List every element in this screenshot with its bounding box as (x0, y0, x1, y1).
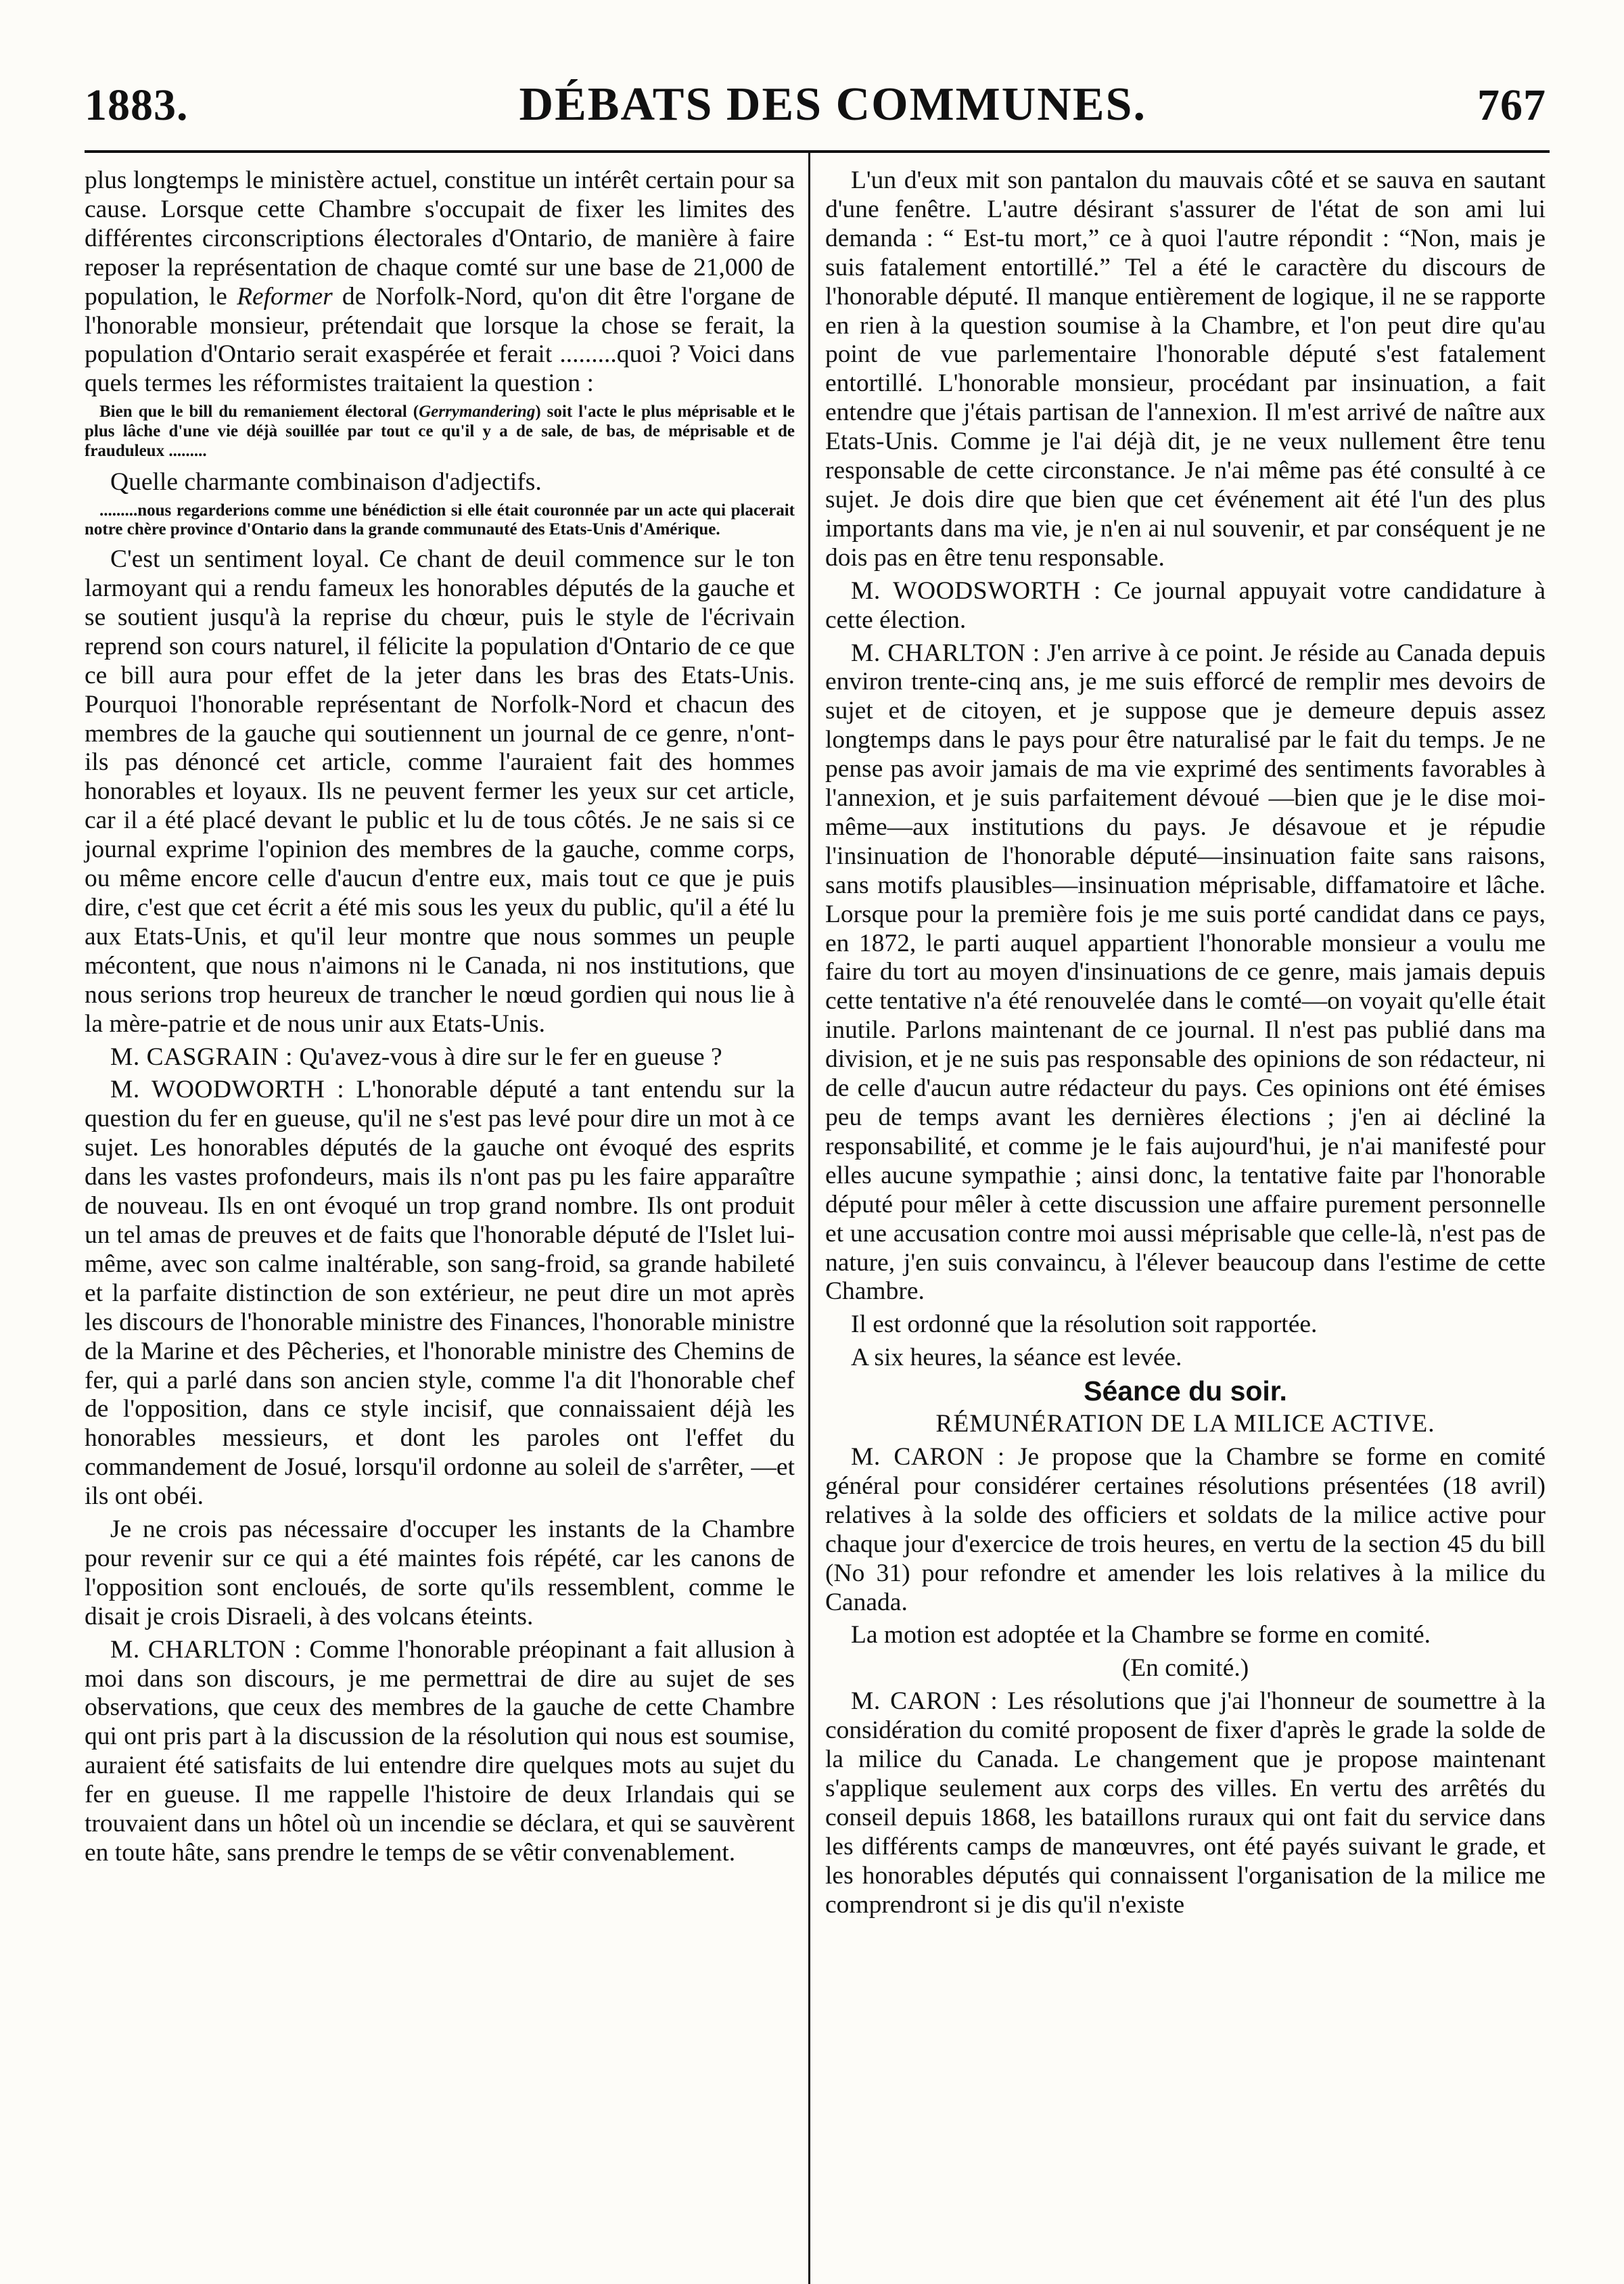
italic-term: Reformer (237, 282, 333, 311)
committee-note: (En comité.) (1121, 1654, 1249, 1683)
paragraph: Je ne crois pas nécessaire d'occuper les instants de la Chambre pour revenir sur ce qui a été maintes fois répété, car les canons de l'opposition sont encloués, de sorte qu'ils ressemblent, comme le disait je crois Disraeli, à des volcans éteints. (85, 1515, 795, 1630)
speech-paragraph: M. CARON : Les résolutions que j'ai l'honneur de soumettre à la considération du comité proposent de fixer d'après le grade la solde de la milice du Canada. Le changement que je propose maintenant s'applique seulement aux corps des villes. En vertu des arrêtés du conseil depuis 1868, les bataillons ruraux qui ont fait du service dans les différents camps de manœuvres, ont été payés suivant le grade, et les honorables députés qui connaissent l'organisation de la milice me comprendront si je dis qu'il n'existe (825, 1687, 1546, 1919)
paragraph: plus longtemps le ministère actuel, constitue un intérêt certain pour sa cause. Lorsque cette Chambre s'occupait de fixer les limites des différentes circonscriptions électorales d'Ontario, de manière à faire reposer la représentation de chaque comté sur une base de 21,000 de population, le Reformer de Norfolk-Nord, qu'on dit être l'organe de l'honorable monsieur, prétendait que lorsque la chose se ferait, la population d'Ontario serait exaspérée et ferait .........quoi ? Voici dans quels termes les réformistes traitaient la question : (85, 166, 795, 398)
speech-paragraph: M. WOODSWORTH : Ce journal appuyait votre candidature à cette élection. (825, 576, 1546, 634)
quotation: Bien que le bill du remaniement électoral (Gerrymandering) soit l'acte le plus méprisable et le plus lâche d'une vie déjà souillée par tout ce qu'il y a de sale, de bas, de méprisable et de frauduleux ......... (85, 403, 795, 460)
section-subheading: RÉMUNÉRATION DE LA MILICE ACTIVE. (935, 1410, 1435, 1438)
speech-paragraph: M. WOODWORTH : L'honorable député a tant entendu sur la question du fer en gueuse, qu'il ne s'est pas levé pour dire un mot à ce sujet. Les honorables députés de la gauche ont évoqué des esprits dans les vastes profondeurs, mais ils n'ont pas pu les faire apparaître de nouveau. Ils en ont évoqué un trop grand nombre. Ils ont produit un tel amas de preuves et de faits que l'honorable député de l'Islet lui-même, avec son calme inaltérable, son sang-froid, sa grande habileté et la parfaite distinction de son extérieur, ne peut dire un mot après les discours de l'honorable ministre des Finances, l'honorable ministre de la Marine et des Pêcheries, et l'honorable ministre des Chemins de fer, qui a parlé dans son ancien style, comme l'a dit l'honorable chef de l'opposition, dans ce style incisif, que connaissaient déjà les honorables messieurs, et dont les paroles ont l'effet du commandement de Josué, lorsqu'il ordonne au soleil de s'arrêter, —et ils ont obéi. (85, 1076, 795, 1511)
left-column (85, 166, 795, 1872)
paragraph: C'est un sentiment loyal. Ce chant de deuil commence sur le ton larmoyant qui a rendu fameux les honorables députés de la gauche et se soutient jusqu'à la reprise du chœur, puis le style de l'écrivain reprend son cours naturel, il félicite la population d'Ontario de ce que ce bill aura pour effet de la jeter dans les bras des Etats-Unis. Pourquoi l'honorable représentant de Norfolk-Nord et chacun des membres de la gauche qui soutiennent un journal de ce genre, n'ont-ils pas dénoncé cet article, comme l'auraient fait des hommes honorables et loyaux. Ils ne peuvent fermer les yeux sur cet article, car il a été placé devant le public et lu de tous côtés. Je ne sais si ce journal exprime l'opinion des membres de la gauche, comme corps, ou même encore celle d'aucun d'entre eux, mais tout ce que je puis dire, c'est que cet écrit a été mis sous les yeux du public, qu'il a été lu aux Etats-Unis, et qu'il leur montre que nous sommes un peuple mécontent, que nous n'aimons ni le Canada, ni nos institutions, que nous serions trop heureux de trancher le nœud gordien qui nous lie à la mère-patrie et de nous unir aux Etats-Unis. (85, 545, 795, 1038)
page-header (85, 78, 1546, 145)
section-heading: Séance du soir. (1084, 1375, 1287, 1407)
column-divider (808, 153, 810, 2284)
paragraph: A six heures, la séance est levée. (851, 1344, 1182, 1372)
paragraph: Quelle charmante combinaison d'adjectifs. (110, 467, 542, 496)
header-page-number: 767 (1477, 81, 1546, 130)
paragraph: L'un d'eux mit son pantalon du mauvais côté et se sauva en sautant d'une fenêtre. L'autre désirant s'assurer de l'état de son ami lui demanda : “ Est-tu mort,” ce à quoi l'autre répondit : “Non, mais je suis fatalement entortillé.” Tel a été le caractère du discours de l'honorable député. Il manque entièrement de logique, il ne se rapporte en rien à la question soumise à la Chambre, et l'on peut dire qu'au point de vue parlementaire l'honorable député s'est fatalement entortillé. L'honorable monsieur, procédant par insinuation, a fait entendre que j'étais partisan de l'annexion. Il m'est arrivé de naître aux Etats-Unis. Comme je l'ai déjà dit, je ne veux nullement être tenu responsable de cette circonstance. Je n'ai même pas été consulté à ce sujet. Je dois dire que bien que cet événement ait été l'un des plus importants dans ma vie, je n'en ai nul souvenir, et par conséquent je ne dois pas en être tenu responsable. (825, 166, 1546, 572)
header-year: 1883. (85, 81, 189, 130)
speech-paragraph: M. CHARLTON : J'en arrive à ce point. Je réside au Canada depuis environ trente-cinq ans, je me suis efforcé de remplir mes devoirs de sujet et de citoyen, et je suppose que je demeure depuis assez longtemps dans le pays pour être naturalisé par le fait du temps. Je ne pense pas avoir jamais de ma vie exprimé des sentiments favorables à l'annexion, et je suis parfaitement dévoué —bien que je le dise moi-même—aux institutions du pays. Je désavoue et je répudie l'insinuation de l'honorable député—insinuation faite sans raisons, sans motifs plausibles—insinuation méprisable, diffamatoire et lâche. Lorsque pour la première fois je me suis porté candidat dans ce pays, en 1872, le parti auquel appartient l'honorable monsieur a voulu me faire du tort au moyen d'insinuations de ce genre, mais jamais depuis cette tentative n'a été renouvelée dans le comté—on voyait qu'elle était inutile. Parlons maintenant de ce journal. Il n'est pas publié dans ma division, et je ne suis pas responsable des opinions de son rédacteur, ni de celle d'aucun autre rédacteur du pays. Ces opinions ont été émises peu de temps avant les dernières élections ; j'en ai décliné la responsabilité, et comme je le fais aujourd'hui, je n'ai manifesté pour elles aucune sympathie ; ainsi donc, la tentative faite par l'honorable député pour mêler à cette discussion une affaire purement personnelle et une accusation contre moi aussi méprisable que celle-là, n'est pas de nature, j'en suis convaincu, à l'élever beaucoup dans l'estime de cette Chambre. (825, 639, 1546, 1306)
speech-paragraph: M. CASGRAIN : Qu'avez-vous à dire sur le fer en gueuse ? (110, 1043, 722, 1071)
header-title: DÉBATS DES COMMUNES. (519, 78, 1146, 131)
speaker-name: M. WOODWORTH : (110, 1076, 345, 1104)
speaker-name: M. CHARLTON : (851, 639, 1040, 667)
quotation: .........nous regarderions comme une bénédiction si elle était couronnée par un acte qui placerait notre chère province d'Ontario dans la grande communauté des Etats-Unis d'Amérique. (85, 501, 795, 539)
paragraph: La motion est adoptée et la Chambre se forme en comité. (851, 1621, 1431, 1649)
speaker-name: M. CHARLTON : (110, 1635, 302, 1664)
speaker-name: M. CARON : (851, 1687, 998, 1716)
speech-paragraph: M. CARON : Je propose que la Chambre se forme en comité général pour considérer certaines résolutions présentées (18 avril) relatives à la solde des officiers et soldats de la milice active pour chaque jour d'exercice de trois heures, en vertu de la section 45 du bill (No 31) pour refondre et amender les lois relatives à la milice du Canada. (825, 1442, 1546, 1616)
speaker-name: M. CASGRAIN : (110, 1043, 294, 1071)
header-rule (85, 150, 1550, 153)
paragraph: Il est ordonné que la résolution soit rapportée. (851, 1310, 1318, 1339)
speaker-name: M. CARON : (851, 1442, 1005, 1471)
speech-paragraph: M. CHARLTON : Comme l'honorable préopinant a fait allusion à moi dans son discours, je me permettrai de dire au sujet de ses observations, que ceux des membres de la gauche de cette Chambre qui ont pris part à la discussion de la résolution qui nous est soumise, auraient été satisfaits de lui entendre dire quelques mots au sujet du fer en gueuse. Il me rappelle l'histoire de deux Irlandais qui se trouvaient dans un hôtel où un incendie se déclara, et qui se sauvèrent en toute hâte, sans prendre le temps de se vêtir convenablement. (85, 1635, 795, 1867)
italic-term: Gerrymandering (419, 403, 536, 421)
speaker-name: M. WOODSWORTH : (851, 576, 1101, 605)
right-column (825, 166, 1546, 1923)
